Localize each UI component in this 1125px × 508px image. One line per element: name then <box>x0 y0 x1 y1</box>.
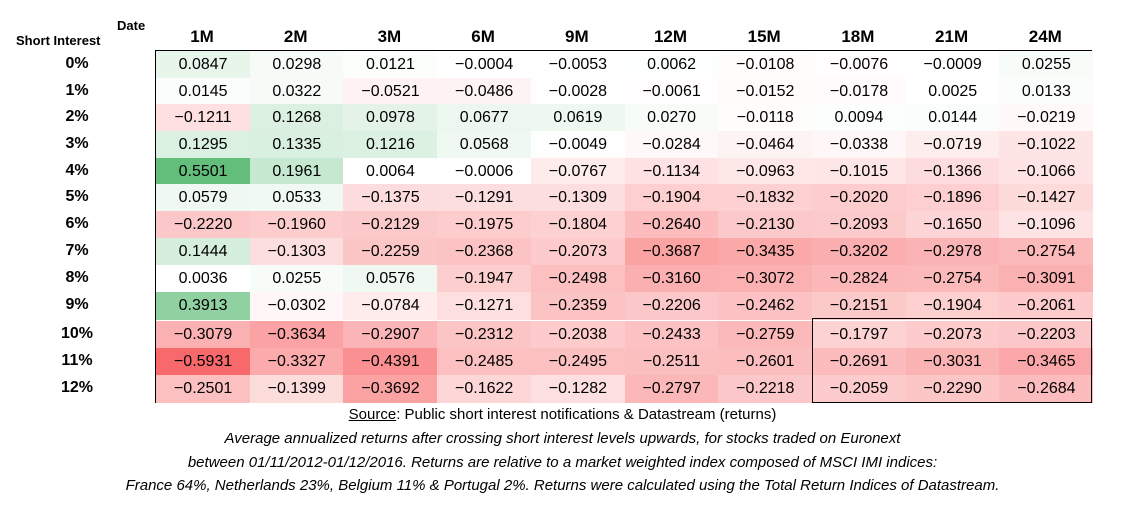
heatmap-cell: 0.0270 <box>625 104 719 132</box>
heatmap-cell: −0.2259 <box>343 238 437 266</box>
heatmap-cell: −0.1896 <box>906 184 1000 212</box>
heatmap-cell: −0.0464 <box>718 131 812 159</box>
source-label: Source <box>348 406 397 423</box>
heatmap-cell: −0.2290 <box>906 375 1000 403</box>
row-header-2pct: 2% <box>65 108 89 125</box>
heatmap-cell: 0.0255 <box>250 265 344 293</box>
heatmap-cell: −0.1022 <box>999 131 1093 159</box>
heatmap-cell: −0.2218 <box>718 375 812 403</box>
heatmap-cell: −0.0004 <box>437 51 531 79</box>
heatmap-cell: −0.2501 <box>156 375 250 403</box>
heatmap-cell: 0.0677 <box>437 104 531 132</box>
heatmap-cell: 0.0847 <box>156 51 250 79</box>
heatmap-cell: −0.0338 <box>812 131 906 159</box>
column-header-9M: 9M <box>564 27 589 46</box>
heatmap-cell: −0.2498 <box>531 265 625 293</box>
corner-short-interest-label: Short Interest <box>16 33 101 48</box>
column-header-21M: 21M <box>935 27 969 46</box>
heatmap-cell: −0.1066 <box>999 158 1093 186</box>
heatmap-cell: −0.1904 <box>906 292 1000 320</box>
heatmap-cell: 0.0978 <box>343 104 437 132</box>
heatmap-cell: −0.4391 <box>343 348 437 376</box>
heatmap-cell: −0.2754 <box>999 238 1093 266</box>
heatmap-cell: −0.2129 <box>343 211 437 239</box>
heatmap-cell: −0.2368 <box>437 238 531 266</box>
heatmap-cell: −0.2359 <box>531 292 625 320</box>
heatmap-cell: −0.2203 <box>999 321 1093 349</box>
heatmap-cell: −0.3202 <box>812 238 906 266</box>
heatmap-cell: 0.1268 <box>250 104 344 132</box>
heatmap-cell: 0.0568 <box>437 131 531 159</box>
heatmap-cell: −0.2093 <box>812 211 906 239</box>
heatmap-cell: −0.2978 <box>906 238 1000 266</box>
heatmap-cell: −0.0963 <box>718 158 812 186</box>
heatmap-cell: −0.0118 <box>718 104 812 132</box>
heatmap-cell: −0.5931 <box>156 348 250 376</box>
heatmap-cell: −0.2759 <box>718 321 812 349</box>
row-header-8pct: 8% <box>65 269 89 286</box>
heatmap-cell: −0.2151 <box>812 292 906 320</box>
heatmap-cell: −0.2020 <box>812 184 906 212</box>
heatmap-cell: −0.1650 <box>906 211 1000 239</box>
row-header-12pct: 12% <box>60 379 94 396</box>
heatmap-cell: −0.2433 <box>625 321 719 349</box>
heatmap-cell: −0.2312 <box>437 321 531 349</box>
heatmap-cell: −0.1797 <box>812 321 906 349</box>
heatmap-cell: −0.3160 <box>625 265 719 293</box>
footer-line-1: Average annualized returns after crossing short interest levels upwards, for stocks traded on Euronext <box>224 430 901 447</box>
heatmap-cell: −0.1134 <box>625 158 719 186</box>
heatmap-cell: −0.0049 <box>531 131 625 159</box>
heatmap-cell: 0.0619 <box>531 104 625 132</box>
heatmap-cell: −0.1975 <box>437 211 531 239</box>
heatmap-cell: −0.0284 <box>625 131 719 159</box>
column-header-12M: 12M <box>653 27 688 46</box>
heatmap-cell: −0.0521 <box>343 78 437 106</box>
heatmap-cell: 0.0298 <box>250 51 344 79</box>
heatmap-cell: −0.2073 <box>531 238 625 266</box>
heatmap-cell: −0.3327 <box>250 348 344 376</box>
column-header-24M: 24M <box>1028 27 1062 46</box>
heatmap-cell: −0.2206 <box>625 292 719 320</box>
row-header-5pct: 5% <box>65 188 89 205</box>
heatmap-cell: −0.0061 <box>625 78 719 106</box>
heatmap-cell: 0.0094 <box>812 104 906 132</box>
heatmap-cell: −0.1947 <box>437 265 531 293</box>
heatmap-cell: −0.0152 <box>718 78 812 106</box>
heatmap-cell: 0.0121 <box>343 51 437 79</box>
heatmap-cell: −0.0006 <box>437 158 531 186</box>
heatmap-cell: −0.1904 <box>625 184 719 212</box>
heatmap-cell: −0.0302 <box>250 292 344 320</box>
heatmap-cell: −0.1832 <box>718 184 812 212</box>
heatmap-cell: 0.1216 <box>343 131 437 159</box>
heatmap-cell: 0.0144 <box>906 104 1000 132</box>
row-header-11pct: 11% <box>61 352 93 369</box>
heatmap-cell: −0.2059 <box>812 375 906 403</box>
heatmap-cell: −0.1427 <box>999 184 1093 212</box>
heatmap-cell: −0.1804 <box>531 211 625 239</box>
source-text: : Public short interest notifications & Datastream (returns) <box>396 406 777 423</box>
heatmap-cell: 0.1295 <box>156 131 250 159</box>
heatmap-cell: −0.2130 <box>718 211 812 239</box>
footer-source <box>0 405 1125 424</box>
column-header-2M: 2M <box>283 27 308 46</box>
column-header-1M: 1M <box>190 27 214 46</box>
heatmap-cell: −0.1309 <box>531 184 625 212</box>
heatmap-cell: −0.1015 <box>812 158 906 186</box>
footer-line-3: France 64%, Netherlands 23%, Belgium 11% & Portugal 2%. Returns were calculated using the Total Return Indices of Datastream. <box>125 477 1000 494</box>
heatmap-cell: −0.2495 <box>531 348 625 376</box>
heatmap-cell: −0.2754 <box>906 265 1000 293</box>
row-header-4pct: 4% <box>65 162 89 179</box>
heatmap-cell: −0.2073 <box>906 321 1000 349</box>
heatmap-cell: −0.3692 <box>343 375 437 403</box>
row-header-10pct: 10% <box>60 325 94 342</box>
heatmap-cell: −0.0009 <box>906 51 1000 79</box>
heatmap-cell: −0.1291 <box>437 184 531 212</box>
heatmap-cell: 0.0133 <box>999 78 1093 106</box>
heatmap-cell: −0.3465 <box>999 348 1093 376</box>
heatmap-cell: −0.3079 <box>156 321 250 349</box>
heatmap-cell: 0.0255 <box>999 51 1093 79</box>
heatmap-cell: −0.2462 <box>718 292 812 320</box>
heatmap-cell: −0.3435 <box>718 238 812 266</box>
heatmap-cell: 0.3913 <box>156 292 250 320</box>
heatmap-cell: 0.1335 <box>250 131 344 159</box>
heatmap-grid <box>155 50 1092 403</box>
row-header-3pct: 3% <box>65 135 89 152</box>
heatmap-cell: 0.0322 <box>250 78 344 106</box>
heatmap-cell: −0.0108 <box>718 51 812 79</box>
heatmap-cell: −0.3031 <box>906 348 1000 376</box>
heatmap-cell: −0.0178 <box>812 78 906 106</box>
column-header-15M: 15M <box>747 27 781 46</box>
column-header-3M: 3M <box>377 27 402 46</box>
heatmap-cell: −0.0076 <box>812 51 906 79</box>
heatmap-cell: −0.2907 <box>343 321 437 349</box>
row-header-6pct: 6% <box>65 215 89 232</box>
heatmap-cell: 0.0533 <box>250 184 344 212</box>
footer-line-2: between 01/11/2012-01/12/2016. Returns are relative to a market weighted index composed of MSCI IMI indices: <box>187 454 938 471</box>
column-header-18M: 18M <box>841 27 875 46</box>
heatmap-cell: −0.3072 <box>718 265 812 293</box>
heatmap-cell: −0.0486 <box>437 78 531 106</box>
heatmap-cell: 0.0579 <box>156 184 250 212</box>
heatmap-cell: 0.5501 <box>156 158 250 186</box>
heatmap-cell: −0.2601 <box>718 348 812 376</box>
row-header-1pct: 1% <box>65 82 89 99</box>
heatmap-cell: −0.0719 <box>906 131 1000 159</box>
heatmap-cell: −0.2797 <box>625 375 719 403</box>
heatmap-cell: −0.1096 <box>999 211 1093 239</box>
heatmap-cell: 0.0145 <box>156 78 250 106</box>
heatmap-cell: −0.2684 <box>999 375 1093 403</box>
heatmap-cell: −0.1960 <box>250 211 344 239</box>
heatmap-cell: 0.1961 <box>250 158 344 186</box>
heatmap-cell: −0.3634 <box>250 321 344 349</box>
heatmap-cell: −0.1399 <box>250 375 344 403</box>
row-header-7pct: 7% <box>65 242 89 259</box>
heatmap-cell: −0.3687 <box>625 238 719 266</box>
heatmap-cell: −0.1303 <box>250 238 344 266</box>
heatmap-cell: −0.0028 <box>531 78 625 106</box>
heatmap-cell: 0.0025 <box>906 78 1000 106</box>
heatmap-cell: −0.1211 <box>156 104 250 132</box>
heatmap-cell: 0.0036 <box>156 265 250 293</box>
heatmap-cell: −0.2038 <box>531 321 625 349</box>
heatmap-cell: −0.2511 <box>625 348 719 376</box>
heatmap-cell: −0.2061 <box>999 292 1093 320</box>
heatmap-cell: −0.1282 <box>531 375 625 403</box>
heatmap-cell: −0.2485 <box>437 348 531 376</box>
heatmap-cell: 0.0064 <box>343 158 437 186</box>
heatmap-cell: −0.0053 <box>531 51 625 79</box>
heatmap-cell: −0.2824 <box>812 265 906 293</box>
heatmap-cell: −0.0784 <box>343 292 437 320</box>
corner-date-label: Date <box>117 18 146 33</box>
heatmap-cell: −0.1622 <box>437 375 531 403</box>
heatmap-cell: 0.1444 <box>156 238 250 266</box>
heatmap-cell: −0.2220 <box>156 211 250 239</box>
column-header-6M: 6M <box>471 27 495 46</box>
heatmap-cell: 0.0062 <box>625 51 719 79</box>
heatmap-cell: −0.2640 <box>625 211 719 239</box>
row-header-9pct: 9% <box>65 296 89 313</box>
heatmap-cell: −0.1271 <box>437 292 531 320</box>
heatmap-cell: −0.1375 <box>343 184 437 212</box>
heatmap-cell: 0.0576 <box>343 265 437 293</box>
heatmap-cell: −0.0767 <box>531 158 625 186</box>
heatmap-cell: −0.3091 <box>999 265 1093 293</box>
heatmap-cell: −0.1366 <box>906 158 1000 186</box>
heatmap-cell: −0.2691 <box>812 348 906 376</box>
heatmap-cell: −0.0219 <box>999 104 1093 132</box>
row-header-0pct: 0% <box>65 55 89 72</box>
